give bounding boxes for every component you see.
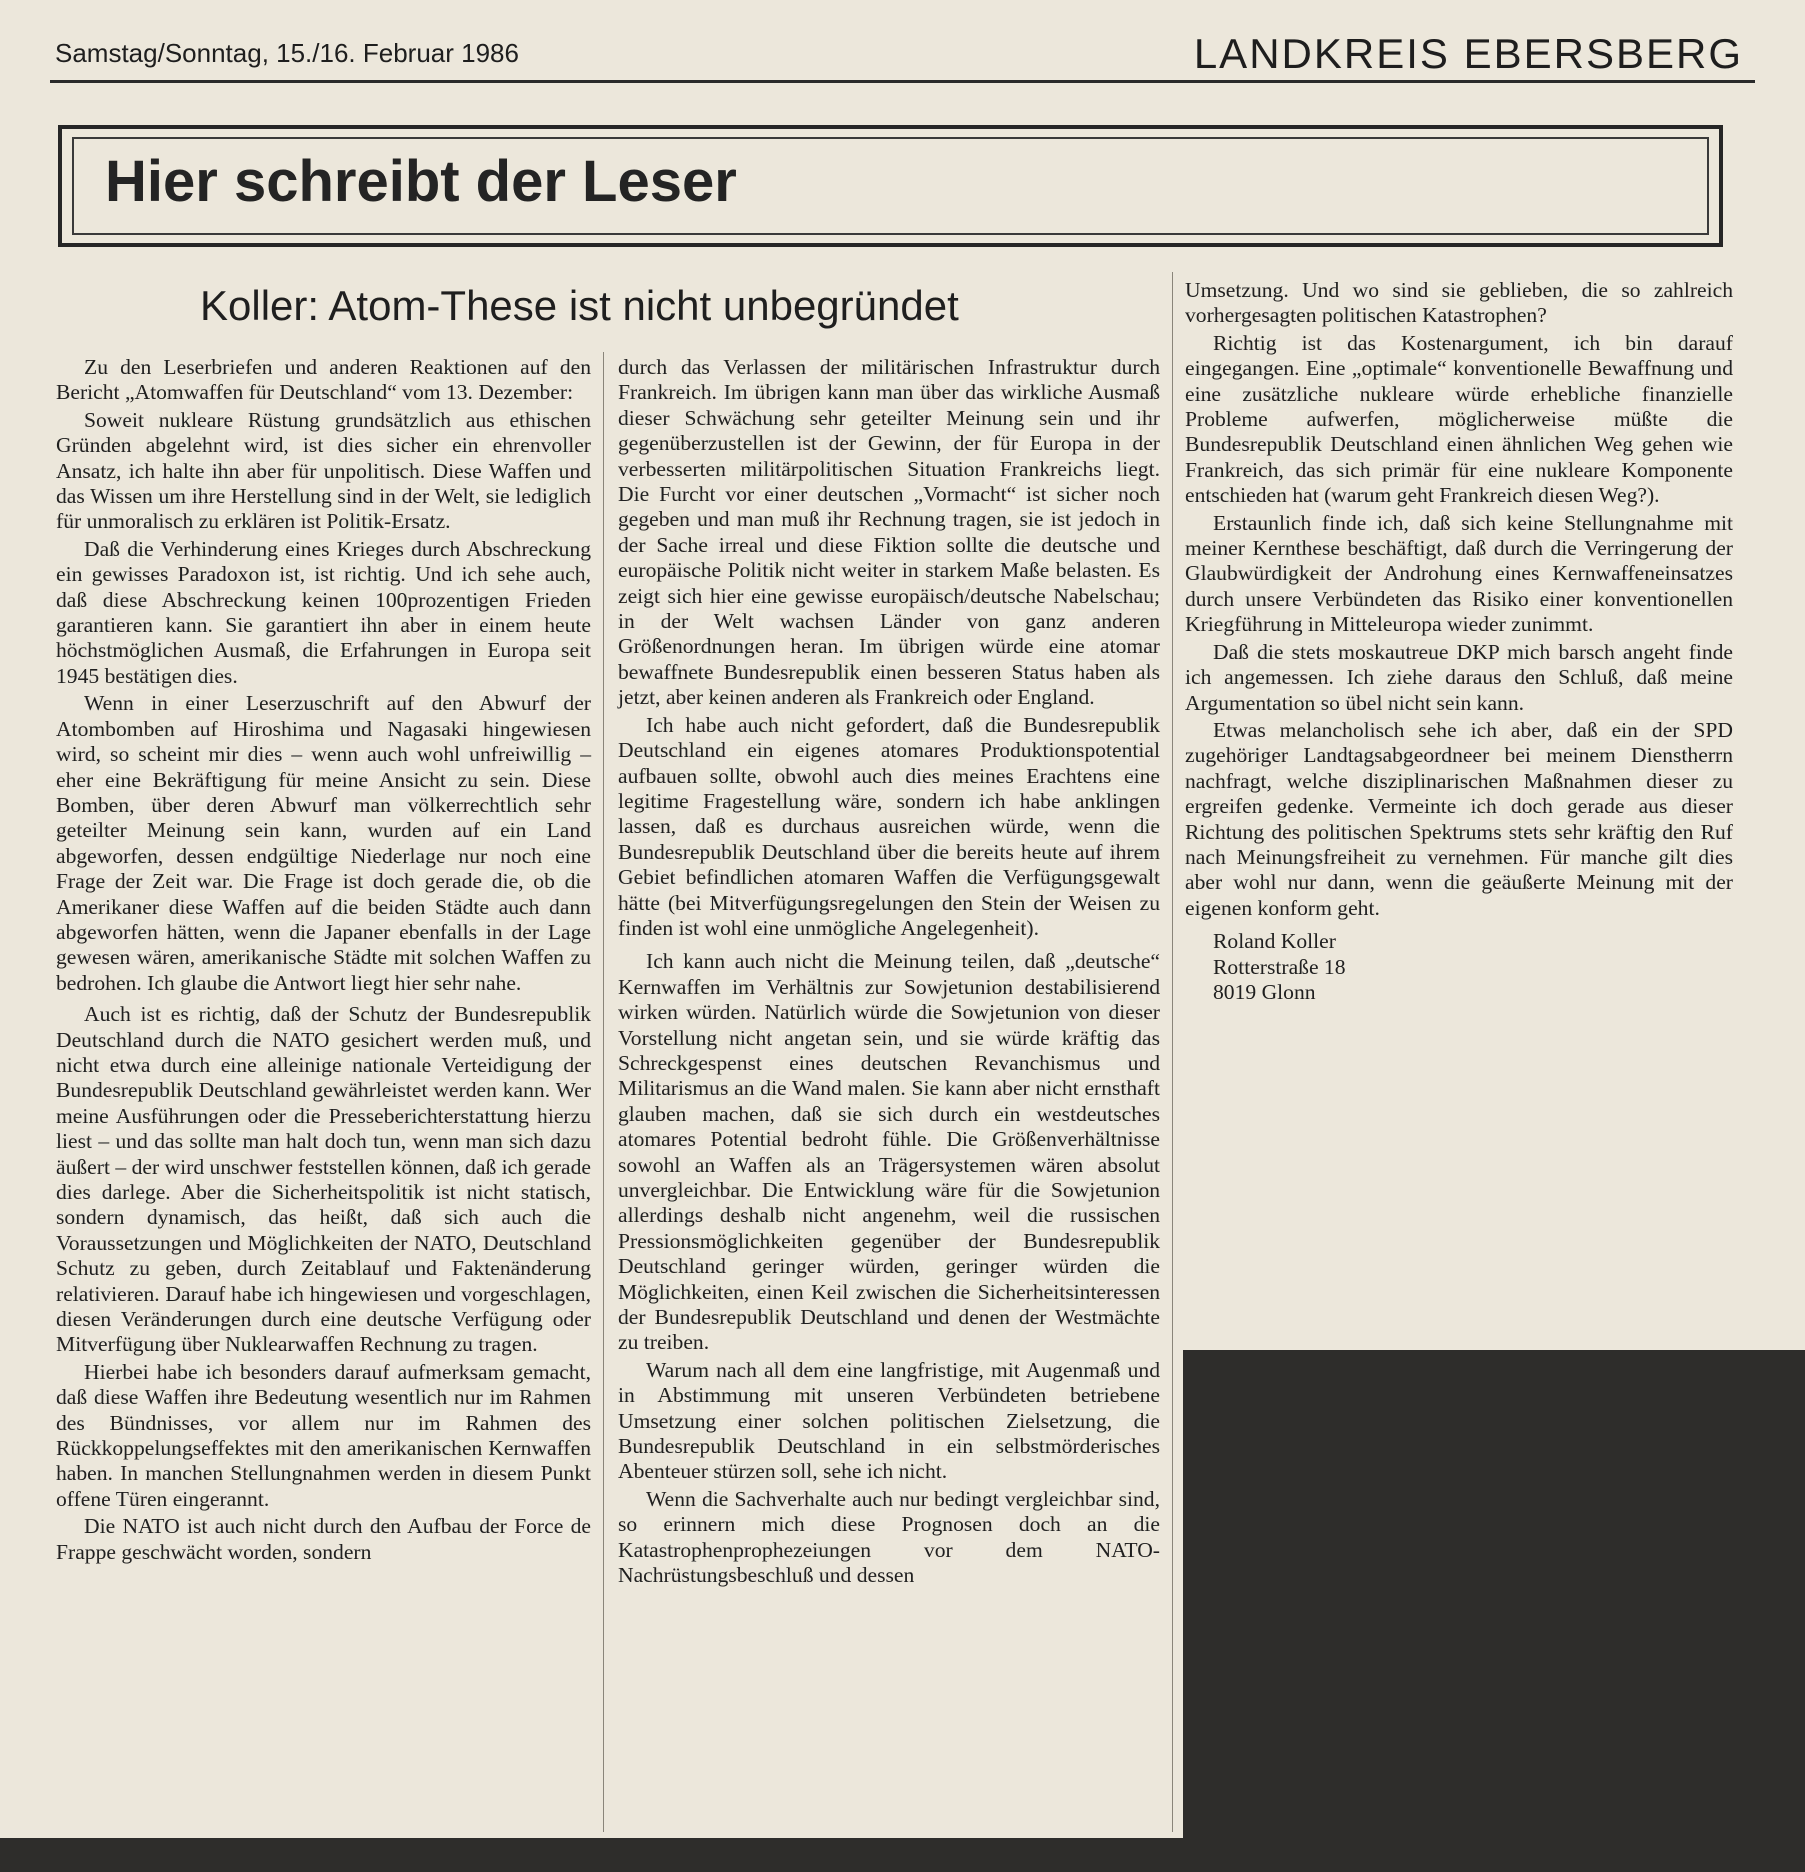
paragraph: Die NATO ist auch nicht durch den Aufbau der Force de Frappe geschwächt worden, sondern — [56, 1514, 591, 1564]
paragraph: Wenn die Sachverhalte auch nur bedingt vergleichbar sind, so erinnern mich diese Prognosen doch an die Katastrophenprophezeiungen vor dem NATO-Nachrüstungsbeschluß und dessen — [618, 1486, 1160, 1588]
paragraph: Umsetzung. Und wo sind sie geblieben, die so zahlreich vorhergesagten politischen Katastrophen? — [1185, 278, 1733, 328]
paragraph: durch das Verlassen der militärischen Infrastruktur durch Frankreich. Im übrigen kann man über das wirkliche Ausmaß dieser Schwächung sehr geteilter Meinung sein und ihr gegenüberzustellen ist der Gewinn, der für Europa in der verbesserten militärpolitischen Situation Frankreichs liegt. Die Furcht vor einer deutschen „Vormacht“ ist sicher noch gegeben und man muß ihr Rechnung tragen, sie ist jedoch in der Sache irreal und diese Fiktion sollte die deutsche und europäische Politik nicht weiter in starkem Maße belasten. Es zeigt sich hier eine gewisse europäisch/deutsche Nabelschau; in der Welt wachsen Länder von ganz anderen Größenordnungen heran. Im übrigen würde eine atomar bewaffnete Bundesrepublik einen besseren Status haben als jetzt, aber keinen anderen als Frankreich oder England. — [618, 355, 1160, 710]
article-column-1 — [56, 355, 591, 1567]
column-divider-1 — [603, 352, 604, 1832]
paragraph: Etwas melancholisch sehe ich aber, daß ein der SPD zugehöriger Landtagsabgeordneer bei meinem Dienstherrn nachfragt, welche disziplinarischen Maßnahmen dieser zu ergreifen gedenke. Vermeinte ich doch gerade aus dieser Richtung des politischen Spektrums stets sehr kräftig den Ruf nach Meinungsfreiheit zu vernehmen. Für manche gilt dies aber wohl nur dann, wenn die geäußerte Meinung mit der eigenen konform geht. — [1185, 717, 1733, 920]
paragraph: Zu den Leserbriefen und anderen Reaktionen auf den Bericht „Atomwaffen für Deutschland“ vom 13. Dezember: — [56, 355, 591, 405]
paragraph: Daß die stets moskautreue DKP mich barsch angeht finde ich angemessen. Ich ziehe daraus den Schluß, daß meine Argumentation so übel nicht sein kann. — [1185, 639, 1733, 715]
masthead-rule — [50, 80, 1755, 83]
author-street: Rotterstraße 18 — [1213, 954, 1346, 979]
section-title: Hier schreibt der Leser — [105, 149, 737, 214]
paragraph: Daß die Verhinderung eines Krieges durch Abschreckung ein gewisses Paradoxon ist, ist richtig. Und ich sehe auch, daß diese Abschreckung keinen 100prozentigen Frieden garantieren kann. Sie garantiert ihn aber in einem heute höchstmöglichen Ausmaß, die Erfahrungen in Europa seit 1945 bestätigen dies. — [56, 536, 591, 688]
paragraph: Erstaunlich finde ich, daß sich keine Stellungnahme mit meiner Kernthese beschäftigt, daß durch die Verringerung der Glaubwürdigkeit der Androhung eines Kernwaffeneinsatzes durch unsere Verbündeten das Risiko einer konventionellen Kriegführung in Mitteleuropa wieder zunimmt. — [1185, 510, 1733, 637]
author-signature — [1185, 929, 1733, 1005]
paragraph: Soweit nukleare Rüstung grundsätzlich aus ethischen Gründen abgelehnt wird, ist dies sicher ein ehrenvoller Ansatz, ich halte ihn aber für unpolitisch. Diese Waffen und das Wissen um ihre Herstellung sind in der Welt, sie lediglich für unmoralisch zu erklären ist Politik-Ersatz. — [56, 407, 591, 534]
background-dark-strip — [0, 1838, 1805, 1872]
author-city: 8019 Glonn — [1213, 979, 1316, 1004]
background-dark-area — [1183, 1350, 1805, 1872]
paragraph: Auch ist es richtig, daß der Schutz der Bundesrepublik Deutschland durch die NATO gesichert werden muß, und nicht etwa durch eine alleinige nationale Verteidigung der Bundesrepublik Deutschland gewährleistet werden kann. Wer meine Ausführungen oder die Presseberichterstattung hierzu liest – und das sollte man halt doch tun, wenn man sich dazu äußert – der wird unschwer feststellen können, daß ich gerade dies darlege. Aber die Sicherheitspolitik ist nicht statisch, sondern dynamisch, das heißt, daß sich auch die Voraussetzungen und Möglichkeiten der NATO, Deutschland Schutz zu geben, durch Zeitablauf und Faktenänderung relativieren. Darauf habe ich hingewiesen und vorgeschlagen, diesen Veränderungen durch eine deutsche Verfügung oder Mitverfügung über Nuklearwaffen Rechnung zu tragen. — [56, 1002, 591, 1357]
masthead-date: Samstag/Sonntag, 15./16. Februar 1986 — [55, 38, 519, 68]
article-column-3 — [1185, 278, 1733, 1005]
column-divider-2 — [1172, 272, 1173, 1832]
paragraph: Ich habe auch nicht gefordert, daß die Bundesrepublik Deutschland ein eigenes atomares Produktionspotential aufbauen sollte, obwohl auch dies meines Erachtens eine legitime Fragestellung wäre, sondern ich habe anklingen lassen, daß es durchaus ausreichen würde, wenn die Bundesrepublik Deutschland über die bereits heute auf ihrem Gebiet befindlichen atomaren Waffen die Verfügungsgewalt hätte (bei Mitverfügungsregelungen den Stein der Weisen zu finden ist wohl eine unmögliche Angelegenheit). — [618, 712, 1160, 940]
paragraph: Warum nach all dem eine langfristige, mit Augenmaß und in Abstimmung mit unseren Verbündeten betriebene Umsetzung einer solchen politischen Zielsetzung, die Bundesrepublik Deutschland in ein selbstmörderisches Abenteuer stürzen soll, sehe ich nicht. — [618, 1357, 1160, 1484]
paragraph: Richtig ist das Kostenargument, ich bin darauf eingegangen. Eine „optimale“ konventionelle Bewaffnung und eine zusätzliche nukleare würde erhebliche finanzielle Probleme aufwerfen, möglicherweise müßte die Bundesrepublik Deutschland einen ähnlichen Weg gehen wie Frankreich, das sich primär für eine nukleare Komponente entschieden hat (warum geht Frankreich diesen Weg?). — [1185, 330, 1733, 508]
paragraph: Hierbei habe ich besonders darauf aufmerksam gemacht, daß diese Waffen ihre Bedeutung wesentlich nur im Rahmen des Bündnisses, vor allem nur im Rahmen des Rückkoppelungseffektes mit den amerikanischen Kernwaffen haben. In manchen Stellungnahmen werden in diesem Punkt offene Türen eingerannt. — [56, 1359, 591, 1511]
paragraph: Ich kann auch nicht die Meinung teilen, daß „deutsche“ Kernwaffen im Verhältnis zur Sowjetunion destabilisierend wirken würden. Natürlich würde die Sowjetunion von dieser Vorstellung nicht angetan sein, und sie würde kräftig das Schreckgespenst eines deutschen Revanchismus und Militarismus an die Wand malen. Sie kann aber nicht ernsthaft glauben machen, daß sie sich durch ein westdeutsches atomares Potential bedroht fühle. Die Größenverhältnisse sowohl an Waffen als an Trägersystemen wären absolut unvergleichbar. Die Entwicklung wäre für die Sowjetunion allerdings deshalb nicht angenehm, weil die russischen Pressionsmöglichkeiten gegenüber der Bundesrepublik Deutschland geringer würden, geringer würden die Möglichkeiten, einen Keil zwischen die Sicherheitsinteressen der Bundesrepublik Deutschland und denen der Westmächte zu treiben. — [618, 949, 1160, 1355]
article-headline: Koller: Atom-These ist nicht unbegründet — [200, 282, 959, 329]
paragraph: Wenn in einer Leserzuschrift auf den Abwurf der Atombomben auf Hiroshima und Nagasaki hingewiesen wird, so scheint mir dies – wenn auch wohl unfreiwillig – eher eine Bekräftigung für meine Ansicht zu sein. Diese Bomben, über deren Abwurf man völkerrechtlich sehr geteilter Meinung sein kann, wurden auf ein Land abgeworfen, dessen endgültige Niederlage nur noch eine Frage der Zeit war. Die Frage ist doch gerade die, ob die Amerikaner diese Waffen auf die beiden Städte auch dann abgeworfen hätten, wenn die Japaner ebenfalls in der Lage gewesen wären, amerikanische Städte mit solchen Waffen zu bedrohen. Ich glaube die Antwort liegt hier sehr nahe. — [56, 691, 591, 995]
author-name: Roland Koller — [1213, 929, 1336, 954]
masthead-region: LANDKREIS EBERSBERG — [1193, 30, 1743, 77]
article-column-2 — [618, 355, 1160, 1591]
